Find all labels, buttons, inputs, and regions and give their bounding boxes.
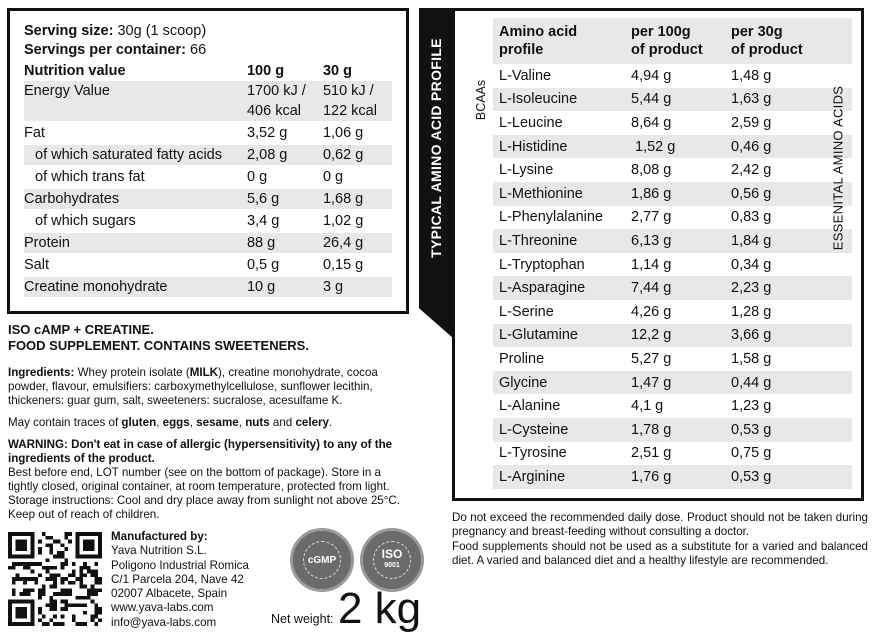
amino-name: L-Threonine [499,232,578,249]
manufacturer-label: Manufactured by: [111,530,208,543]
amino-value: 3,66 g [731,327,772,344]
amino-value: 1,78 g [631,421,672,438]
amino-value: 1,48 g [731,67,772,84]
supplement-statement: FOOD SUPPLEMENT. CONTAINS SWEETENERS. [8,338,309,353]
amino-row [493,88,852,112]
amino-value: 7,44 g [631,280,672,297]
essential-amino-label: ESSENITAL AMINO ACIDS [830,85,846,251]
amino-row [493,253,852,277]
traces: May contain traces of gluten, eggs, sesame, nuts and celery. [8,416,333,429]
amino-value: 1,58 g [731,350,772,367]
amino-name: Glycine [499,374,548,391]
amino-name: L-Glutamine [499,327,578,344]
amino-value: 0,53 g [731,421,772,438]
amino-name: L-Isoleucine [499,91,578,108]
amino-value: 4,1 g [631,398,664,415]
amino-value: 0,83 g [731,209,772,226]
product-name: ISO cAMP + CREATINE. [8,322,154,337]
amino-value: 2,23 g [731,280,772,297]
amino-row [493,371,852,395]
nutrition-row: Energy Value 1700 kJ / 406 kcal 510 kJ / 122 kcal [24,81,392,121]
ingredients: Ingredients: Whey protein isolate (MILK), creatine monohydrate, cocoa powder, flavour, emulsifiers: carboxymethylcellulose, sunflower lecithin, thickeners: guar gum, salt, sweeteners: sucralose, acesulfame K. [8,366,378,407]
amino-value: 0,75 g [731,445,772,462]
warning: WARNING: Don't eat in case of allergic (hypersensitivity) to any of the ingredients of the product. Best before end, LOT number (see on the bottom of package). Store in a tightly closed, original container, at room temperature, protected from light. Storage instructions: Cool and dry place away from sunlight not above 25°C. Keep out of reach of children. [8,438,400,521]
amino-value: 1,52 g [631,138,676,155]
amino-name: L-Leucine [499,114,563,131]
amino-name: L-Valine [499,67,552,84]
amino-value: 12,2 g [631,327,672,344]
amino-row [493,229,852,253]
amino-value: 0,53 g [731,468,772,485]
nutrition-row: Protein 88 g 26,4 g [24,233,392,253]
amino-value: 1,47 g [631,374,672,391]
nutrition-row: of which saturated fatty acids 2,08 g 0,62 g [24,145,392,165]
manufacturer-line: C/1 Parcela 204, Nave 42 [111,572,244,586]
amino-value: 1,63 g [731,91,772,108]
amino-name: L-Cysteine [499,421,569,438]
amino-value: 4,26 g [631,303,672,320]
amino-value: 1,86 g [631,185,672,202]
amino-row [493,111,852,135]
amino-profile-title: TYPICAL AMINO ACID PROFILE [428,38,444,258]
amino-name: L-Phenylalanine [499,209,603,226]
advice-diet: Food supplements should not be used as a substitute for a varied and balanced diet. A varied and balanced diet and a healthy lifestyle are recommended. [452,539,868,567]
amino-row [493,206,852,230]
amino-row [493,158,852,182]
amino-row [493,347,852,371]
amino-row [493,394,852,418]
amino-value: 5,44 g [631,91,672,108]
manufacturer-website[interactable]: www.yava-labs.com [111,601,214,615]
bcaa-label: BCAAs [474,79,488,121]
amino-name: L-Histidine [499,138,568,155]
cgmp-seal-icon: cGMP [290,528,354,592]
amino-value: 0,34 g [731,256,772,273]
advice-dose: Do not exceed the recommended daily dose. Product should not be taken during pregnancy and breast-feeding without consulting a doctor. [452,511,868,539]
amino-row [493,135,852,159]
amino-name: L-Tyrosine [499,445,567,462]
amino-name: L-Methionine [499,185,583,202]
amino-value: 8,08 g [631,162,672,179]
amino-row [493,276,852,300]
amino-name: L-Serine [499,303,554,320]
amino-name: L-Arginine [499,468,566,485]
amino-value: 5,27 g [631,350,672,367]
amino-name: L-Lysine [499,162,554,179]
amino-value: 1,14 g [631,256,672,273]
manufacturer-line: 02007 Albacete, Spain [111,587,228,601]
amino-row [493,442,852,466]
amino-value: 1,76 g [631,468,672,485]
serving-size: Serving size: 30g (1 scoop) [24,23,207,39]
nutrition-header: Nutrition value 100 g 30 g [24,63,352,79]
manufacturer-email[interactable]: info@yava-labs.com [111,615,217,629]
nutrition-row: Salt 0,5 g 0,15 g [24,257,364,273]
amino-row [493,465,852,489]
amino-row [493,324,852,348]
product-info [8,322,413,522]
amino-row [493,300,852,324]
amino-value: 0,46 g [731,138,772,155]
amino-name: L-Asparagine [499,280,586,297]
nutrition-row: Fat 3,52 g 1,06 g [24,125,364,141]
nutrition-table [7,8,409,314]
nutrition-row: Creatine monohydrate 10 g 3 g [24,277,392,297]
amino-value: 1,28 g [731,303,772,320]
amino-value: 1,84 g [731,232,772,249]
amino-row [493,182,852,206]
amino-value: 2,51 g [631,445,672,462]
amino-name: Proline [499,350,545,367]
amino-value: 2,42 g [731,162,772,179]
amino-row [493,64,852,88]
manufacturer-line: Yava Nutrition S.L. [111,544,207,558]
amino-value: 1,23 g [731,398,772,415]
amino-value: 2,59 g [731,114,772,131]
amino-row [493,418,852,442]
iso-9001-seal-icon: ISO 9001 [360,528,424,592]
nutrition-row: of which sugars 3,4 g 1,02 g [35,213,364,229]
amino-value: 6,13 g [631,232,672,249]
amino-value: 0,56 g [731,185,772,202]
amino-name: L-Tryptophan [499,256,585,273]
advice-text [452,511,868,568]
amino-value: 0,44 g [731,374,772,391]
amino-value: 2,77 g [631,209,672,226]
amino-value: 4,94 g [631,67,672,84]
nutrition-row: Carbohydrates 5,6 g 1,68 g [24,189,392,209]
manufacturer-info [111,530,249,630]
servings-per-container: Servings per container: 66 [24,42,207,58]
nutrition-row: of which trans fat 0 g 0 g [35,169,344,185]
amino-value: 8,64 g [631,114,672,131]
amino-header: Amino acid profile per 100g of product per 30g of product [493,18,852,64]
net-weight: Net weight: 2 kg [271,584,422,633]
manufacturer-line: Poligono Industrial Romica [111,558,249,572]
amino-name: L-Alanine [499,398,561,415]
qr-code-icon[interactable] [8,532,102,626]
